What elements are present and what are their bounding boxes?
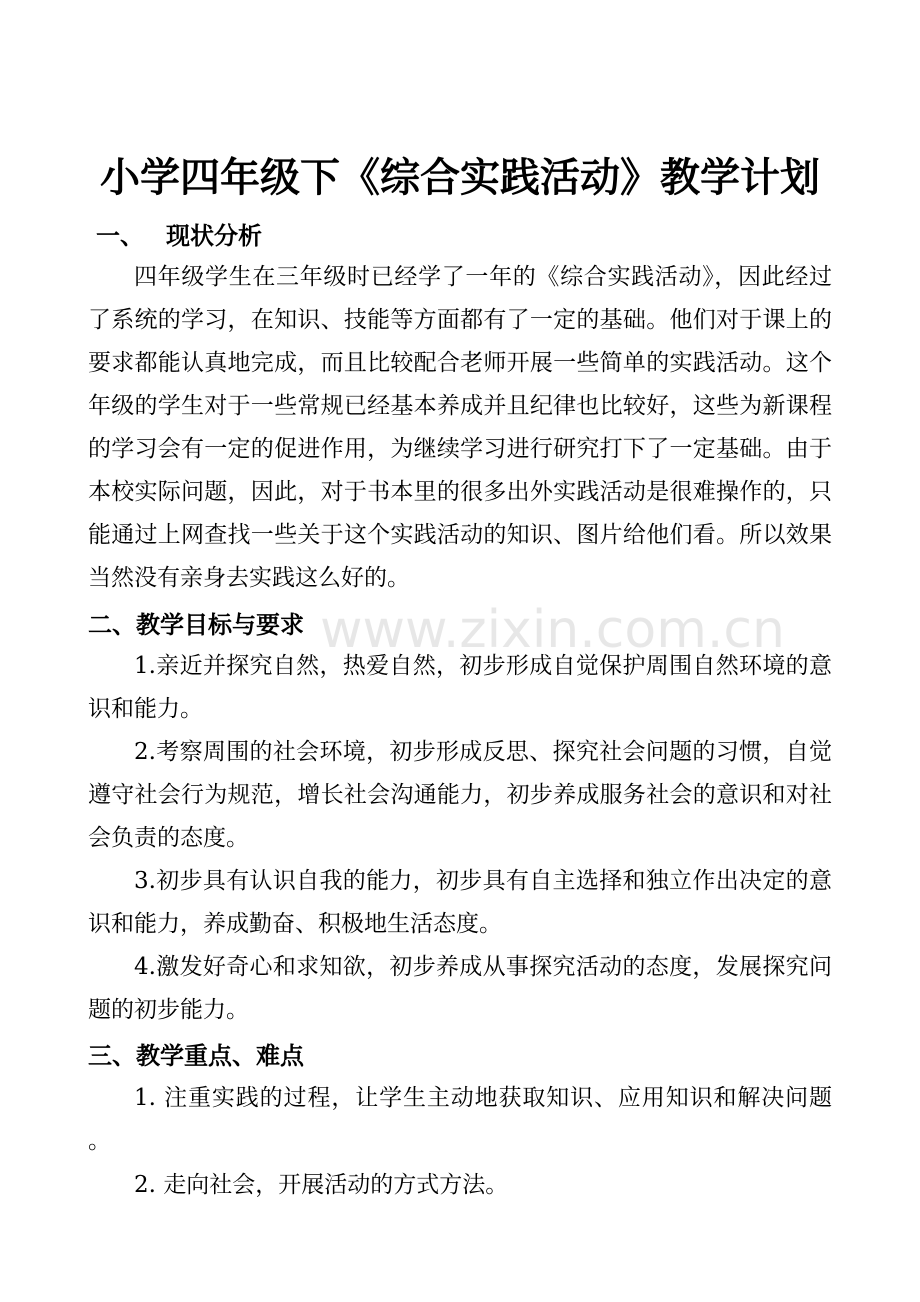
section-number: 一、 — [96, 222, 144, 250]
status-analysis-paragraph: 四年级学生在三年级时已经学了一年的《综合实践活动》，因此经过了系统的学习，在知识、技能等方面都有了一定的基础。他们对于课上的要求都能认真地完成，而且比较配合老师开展一些简单的实践活动。这个年级的学生对于一些常规已经基本养成并且纪律也比较好，这些为新课程的学习会有一定的促进作用，为继续学习进行研究打下了一定基础。由于本校实际问题，因此，对于书本里的很多出外实践活动是很难操作的，只能通过上网查找一些关于这个实践活动的知识、图片给他们看。所以效果当然没有亲身去实践这么好的。 — [88, 264, 832, 591]
goal-item-1: 1.亲近并探究自然，热爱自然，初步形成自觉保护周围自然环境的意识和能力。 — [88, 653, 832, 722]
goal-item-4: 4.激发好奇心和求知欲，初步养成从事探究活动的态度，发展探究问题的初步能力。 — [88, 954, 832, 1023]
section-heading-goals: 二、教学目标与要求 — [88, 611, 304, 639]
section-heading-text: 现状分析 — [166, 222, 262, 250]
goal-item-3: 3.初步具有认识自我的能力，初步具有自主选择和独立作出决定的意识和能力，养成勤奋、积极地生活态度。 — [88, 868, 832, 937]
section-heading-status-analysis — [96, 219, 262, 253]
watermark: www.zixin.com.cn — [320, 600, 785, 660]
section-heading-key-points: 三、教学重点、难点 — [88, 1042, 304, 1070]
key-point-item-2: 2. 走向社会，开展活动的方式方法。 — [134, 1172, 509, 1198]
goal-item-2: 2.考察周围的社会环境，初步形成反思、探究社会问题的习惯，自觉遵守社会行为规范，增长社会沟通能力，初步养成服务社会的意识和对社会负责的态度。 — [88, 739, 832, 851]
document-title: 小学四年级下《综合实践活动》教学计划 — [100, 155, 820, 201]
key-point-item-1: 1. 注重实践的过程，让学生主动地获取知识、应用知识和解决问题 。 — [88, 1085, 832, 1154]
